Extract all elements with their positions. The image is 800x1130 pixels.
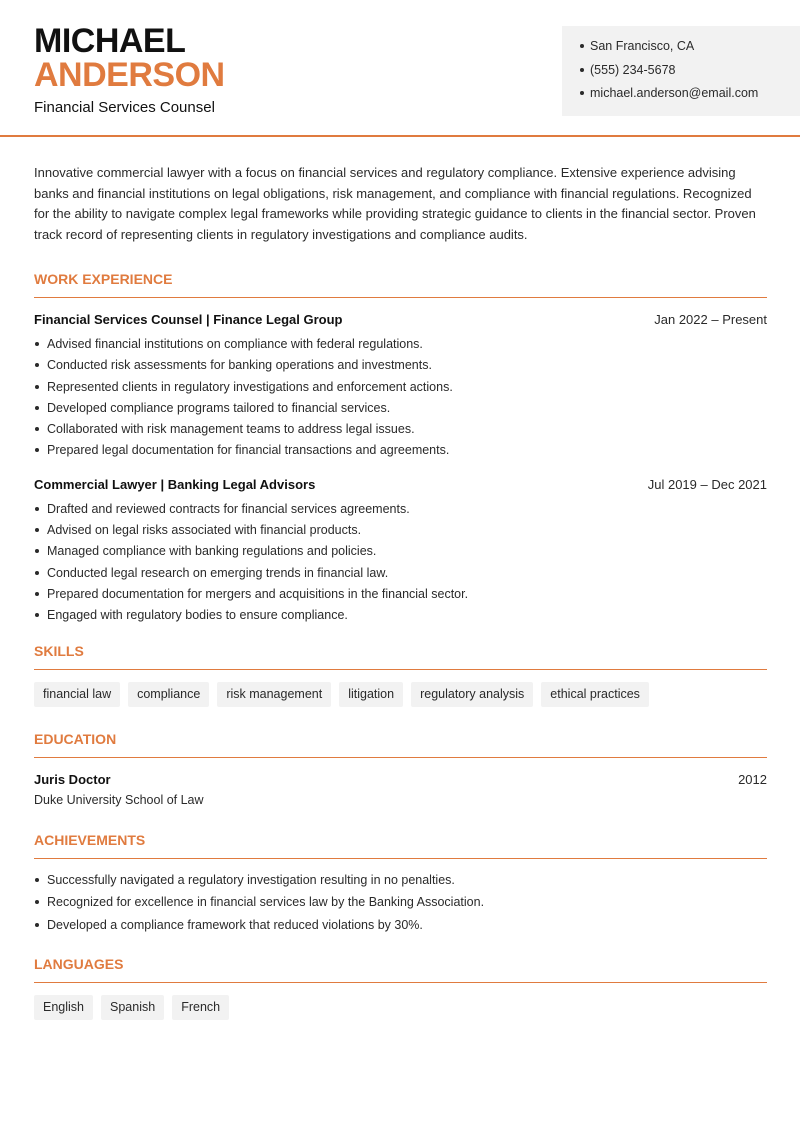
- achievements-section: [34, 832, 767, 940]
- job-bullet: Prepared legal documentation for financial transactions and agreements.: [34, 442, 767, 463]
- achievement-item: Recognized for excellence in financial services law by the Banking Association.: [34, 894, 767, 917]
- contact-email: michael.anderson@email.com: [580, 84, 800, 108]
- school-name: Duke University School of Law: [34, 792, 204, 807]
- last-name: ANDERSON: [34, 56, 225, 94]
- education-section: [34, 731, 767, 807]
- work-experience-section: [34, 271, 767, 629]
- job-entry: [34, 312, 767, 464]
- skill-tag: ethical practices: [541, 682, 649, 707]
- job-bullet: Drafted and reviewed contracts for financial services agreements.: [34, 501, 767, 522]
- job-bullet: Conducted risk assessments for banking operations and investments.: [34, 357, 767, 378]
- achievement-item: Developed a compliance framework that reduced violations by 30%.: [34, 917, 767, 940]
- job-bullet: Managed compliance with banking regulations and policies.: [34, 543, 767, 564]
- degree: Juris Doctor: [34, 771, 111, 787]
- section-title-achievements: ACHIEVEMENTS: [34, 832, 767, 859]
- skill-tag: regulatory analysis: [411, 682, 533, 707]
- resume-header: [0, 0, 800, 137]
- resume-body: [34, 163, 767, 1020]
- section-title-languages: LANGUAGES: [34, 956, 767, 983]
- job-bullet: Conducted legal research on emerging trends in financial law.: [34, 565, 767, 586]
- job-entry: [34, 477, 767, 629]
- job-bullet: Developed compliance programs tailored to financial services.: [34, 400, 767, 421]
- language-tag: French: [172, 995, 229, 1020]
- skill-tag: financial law: [34, 682, 120, 707]
- skill-tag: litigation: [339, 682, 403, 707]
- contact-box: [562, 26, 800, 116]
- job-bullet: Advised financial institutions on compliance with federal regulations.: [34, 336, 767, 357]
- skill-tag: compliance: [128, 682, 209, 707]
- skills-section: [34, 643, 767, 707]
- job-bullet: Prepared documentation for mergers and acquisitions in the financial sector.: [34, 586, 767, 607]
- candidate-name: [34, 24, 225, 92]
- language-tag: English: [34, 995, 93, 1020]
- professional-summary: Innovative commercial lawyer with a focus on financial services and regulatory compliance. Extensive experience advising banks and financial institutions on legal obligations, risk management, and compliance with financial regulations. Recognized for the ability to navigate complex legal frameworks while providing strategic guidance to clients in the financial sector. Proven track record of representing clients in regulatory investigations and compliance audits.: [34, 165, 756, 242]
- contact-phone: (555) 234-5678: [580, 61, 800, 85]
- job-bullet: Collaborated with risk management teams to address legal issues.: [34, 421, 767, 442]
- section-title-skills: SKILLS: [34, 643, 767, 670]
- skill-tag: risk management: [217, 682, 331, 707]
- section-title-education: EDUCATION: [34, 731, 767, 758]
- job-bullet: Engaged with regulatory bodies to ensure compliance.: [34, 607, 767, 628]
- job-bullet: Represented clients in regulatory investigations and enforcement actions.: [34, 379, 767, 400]
- section-title-work: WORK EXPERIENCE: [34, 271, 767, 298]
- job-title: Commercial Lawyer | Banking Legal Advisors: [34, 476, 316, 492]
- job-title-subtitle: Financial Services Counsel: [34, 99, 215, 116]
- first-name: MICHAEL: [34, 22, 186, 60]
- languages-section: [34, 956, 767, 1020]
- job-title: Financial Services Counsel | Finance Legal Group: [34, 312, 343, 327]
- job-date: Jan 2022 – Present: [654, 312, 767, 327]
- language-tag: Spanish: [101, 995, 164, 1020]
- job-date: Jul 2019 – Dec 2021: [647, 476, 767, 492]
- contact-location: San Francisco, CA: [580, 37, 800, 61]
- achievement-item: Successfully navigated a regulatory investigation resulting in no penalties.: [34, 872, 767, 895]
- job-bullet: Advised on legal risks associated with financial products.: [34, 522, 767, 543]
- graduation-year: 2012: [738, 771, 767, 787]
